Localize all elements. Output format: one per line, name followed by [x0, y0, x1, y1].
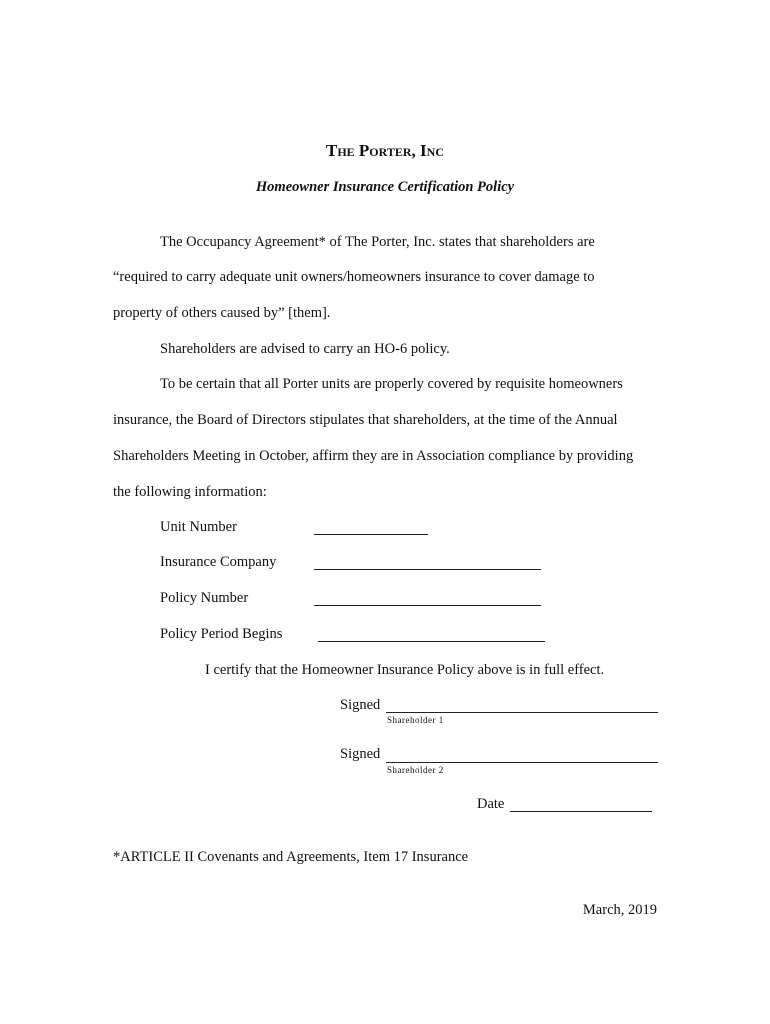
date-label: Date — [477, 796, 505, 812]
signature-caption-2: Shareholder 2 — [387, 765, 444, 775]
policy-period-field[interactable] — [318, 641, 545, 642]
paragraph-line: the following information: — [113, 484, 267, 500]
insurance-company-label: Insurance Company — [160, 554, 277, 570]
footnote: *ARTICLE II Covenants and Agreements, Item 17 Insurance — [113, 849, 469, 865]
policy-number-field[interactable] — [314, 605, 541, 606]
paragraph-line: “required to carry adequate unit owners/homeowners insurance to cover damage to — [113, 269, 595, 285]
paragraph-line: insurance, the Board of Directors stipulates that shareholders, at the time of the Annual — [113, 412, 618, 428]
signed-label-1: Signed — [340, 697, 381, 713]
unit-number-field[interactable] — [314, 534, 428, 535]
paragraph-line: property of others caused by” [them]. — [113, 305, 331, 321]
signature-field-1[interactable] — [386, 712, 658, 713]
certify-statement: I certify that the Homeowner Insurance Policy above is in full effect. — [205, 662, 605, 678]
insurance-company-field[interactable] — [314, 569, 541, 570]
policy-period-label: Policy Period Begins — [160, 626, 283, 642]
unit-number-label: Unit Number — [160, 519, 237, 535]
document-date: March, 2019 — [582, 902, 657, 918]
paragraph-ho6: Shareholders are advised to carry an HO-6 policy. — [160, 341, 450, 357]
signature-caption-1: Shareholder 1 — [387, 715, 444, 725]
policy-number-label: Policy Number — [160, 590, 249, 606]
document-title: The Porter, Inc — [325, 141, 444, 160]
paragraph-line: The Occupancy Agreement* of The Porter, Inc. states that shareholders are — [160, 234, 595, 250]
document-subtitle: Homeowner Insurance Certification Policy — [255, 179, 515, 195]
date-field[interactable] — [510, 811, 652, 812]
signature-field-2[interactable] — [386, 762, 658, 763]
signed-label-2: Signed — [340, 746, 381, 762]
paragraph-line: Shareholders Meeting in October, affirm they are in Association compliance by providing — [113, 448, 634, 464]
paragraph-line: To be certain that all Porter units are properly covered by requisite homeowners — [160, 376, 623, 392]
